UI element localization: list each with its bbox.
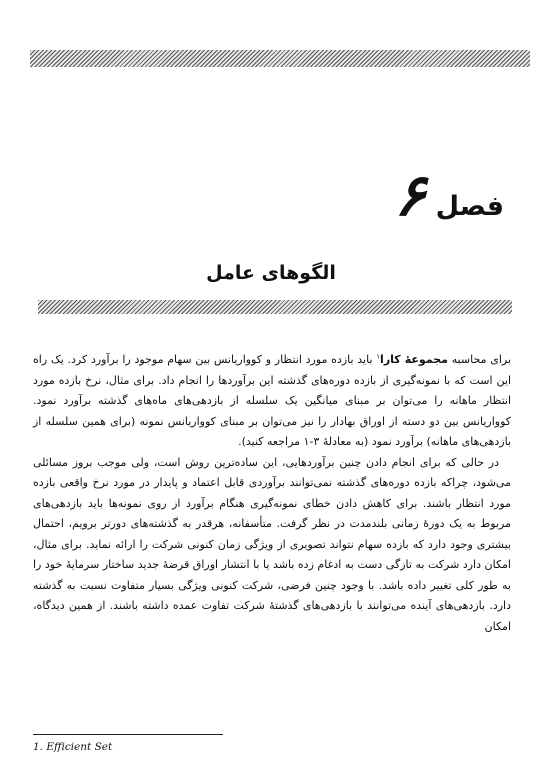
chapter-heading bbox=[394, 161, 504, 229]
paragraph-2: در حالی که برای انجام دادن چنین برآوردهایی، این ساده‌ترین روش است، ولی موجب بروز مسائلی می‌شود، چراکه بازده دوره‌های گذشته نمی‌توانند برآوردی قابل اعتماد و پایدار در مورد نرخ واقعی بازده مورد انتظار باشند. برای کاهش دادن خطای نمونه‌گیری هنگام برآورد از روی نمونه‌ها باید بازدهی‌های مربوط به یک دورهٔ زمانی بلندمدت در نظر گرفت. متأسفانه، هرقدر به گذشته‌های دورتر برویم، احتمال بیشتری وجود دارد که بازده سهام نتواند تصویری از ویژگی زمان کنونی شرکت را ارائه نماید. برای مثال، امکان دارد شرکت به تازگی دست به ادغام زده باشد یا با انتشار اوراق قرضهٔ جدید ساختار سرمایهٔ خود را به طور کلی تغییر داده باشد. با وجود چنین فرضی، شرکت کنونی ویژگی بسیار متفاوت نسبت به گذشته دارد. بازدهی‌های آینده می‌توانند با بازدهی‌های گذشتهٔ شرکت تفاوت عمده داشته باشند. از همین دیدگاه، امکان bbox=[33, 455, 511, 633]
footnote-rule bbox=[33, 734, 223, 735]
efficient-set-term: مجموعهٔ کارا bbox=[380, 353, 448, 366]
chapter-label: فصل bbox=[435, 191, 504, 222]
chapter-number: ۶ bbox=[394, 161, 426, 229]
title-decorative-band bbox=[38, 300, 512, 314]
paragraph-1: برای محاسبه مجموعهٔ کارا$^۱$ باید بازده مورد انتظار و کوواریانس بین سهام موجود را برآورد کرد. یک راه این است که با نمونه‌گیری از بازده دوره‌های گذشته این برآوردها را انجام داد. برای مثال، نرخ بازده مورد انتظار ماهانه را می‌توان بر مبنای میانگین یک سلسله از بازدهی‌های ماه‌های گذشته برآورد نمود. کوواریانس بین دو دسته از اوراق بهادار را نیز می‌توان بر مبنای کوواریانس نمونه (برای همین سلسله از بازدهی‌های ماهانه) برآورد نمود (به معادلهٔ ۳-۱ مراجعه کنید). bbox=[33, 352, 512, 448]
header-decorative-band bbox=[30, 50, 530, 67]
footnote-ref: ۱ bbox=[376, 352, 381, 361]
body-text bbox=[33, 350, 511, 637]
footnote: 1. Efficient Set bbox=[33, 741, 113, 753]
chapter-title: الگوهای عامل bbox=[206, 262, 336, 284]
